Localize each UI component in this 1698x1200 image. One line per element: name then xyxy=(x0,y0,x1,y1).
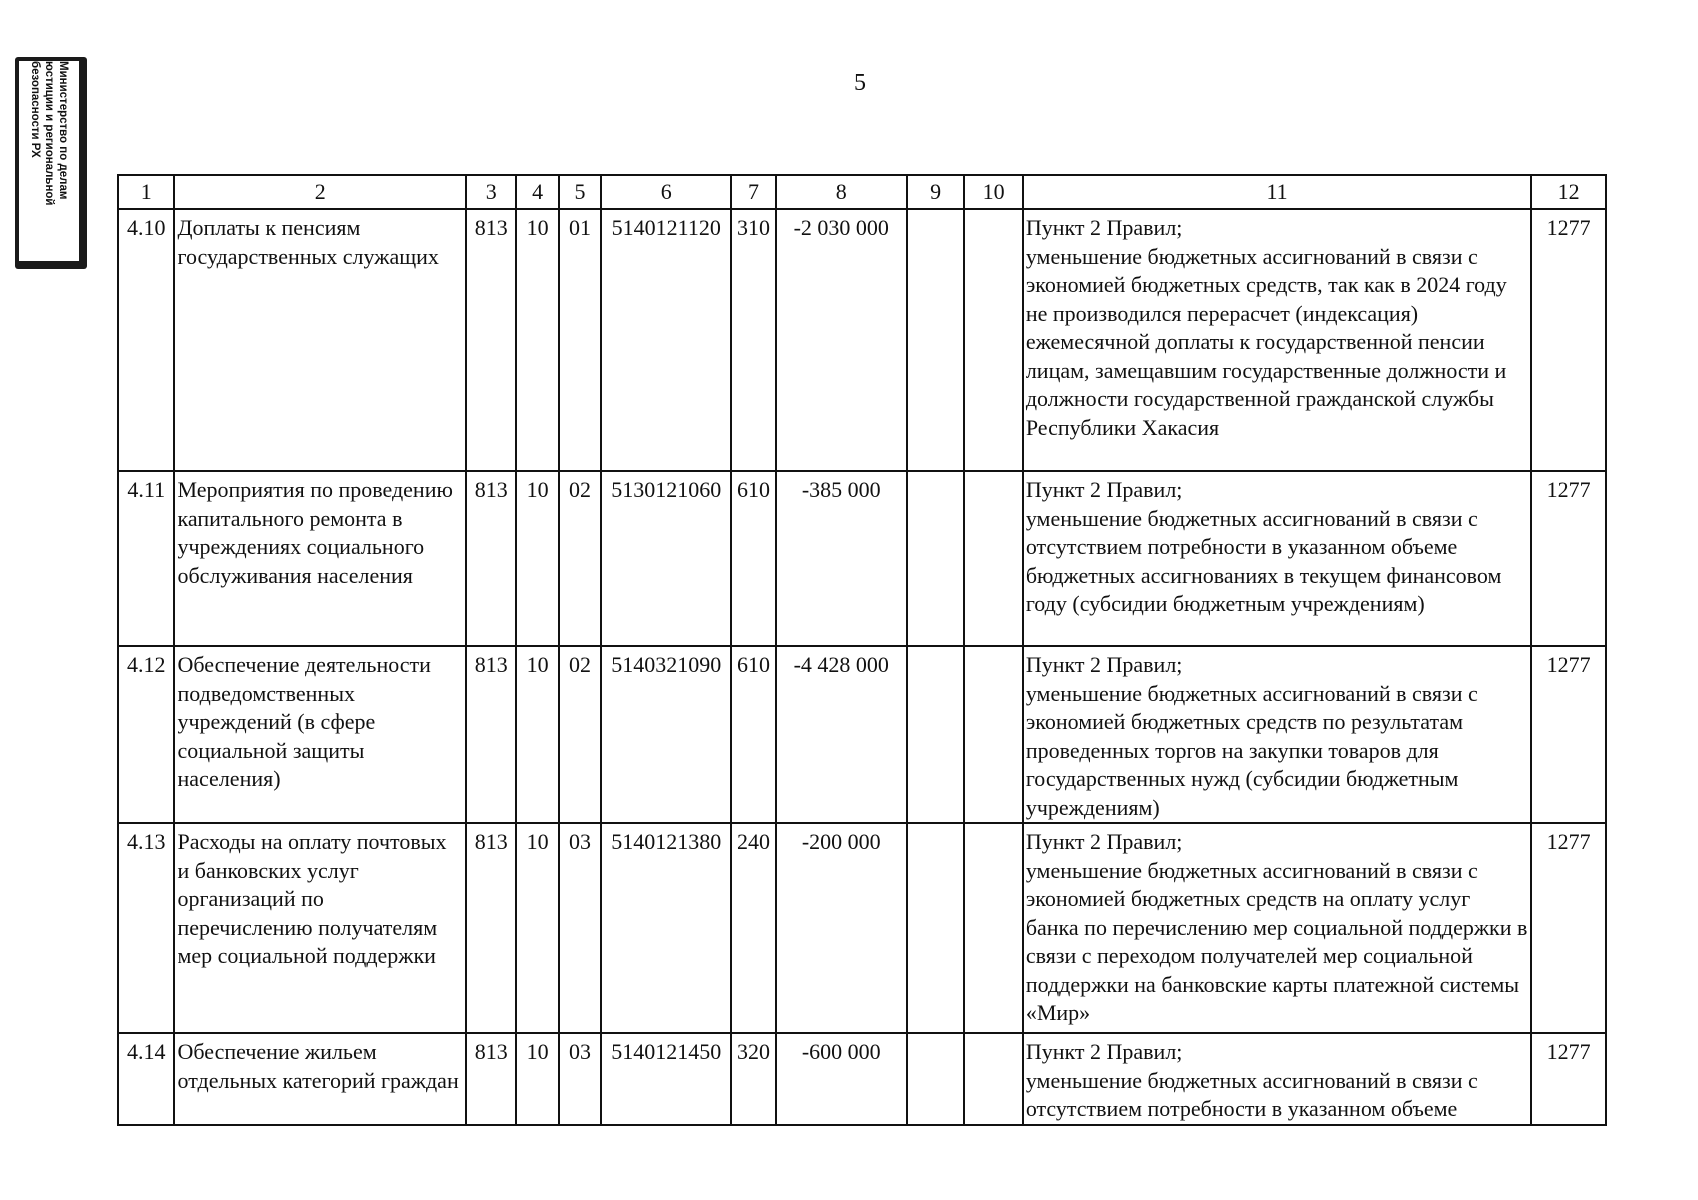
table-row xyxy=(118,646,1606,823)
column-header: 6 xyxy=(601,175,731,209)
cell-amount: -385 000 xyxy=(776,471,907,646)
cell-subsection-code: 01 xyxy=(559,209,601,471)
cell-subsection-code: 02 xyxy=(559,646,601,823)
cell-ministry-code: 813 xyxy=(466,471,516,646)
justification-reason: уменьшение бюджетных ассигнований в связи с экономией бюджетных средств, так как в 2024 году не производился перерасчет (индексация) ежемесячной доплаты к государственной пенсии лицам, замещавшим государственные должности и должности государственной гражданской службы Республики Хакасия xyxy=(1025,243,1507,440)
table-row xyxy=(118,1033,1606,1125)
cell-section-code: 10 xyxy=(516,646,558,823)
stamp-line: юстиции и региональной xyxy=(43,61,55,206)
column-header: 12 xyxy=(1531,175,1606,209)
row-number: 4.12 xyxy=(118,646,174,823)
expense-name: Обеспечение деятельности подведомственных учреждений (в сфере социальной защиты населения) xyxy=(174,646,466,823)
row-number: 4.14 xyxy=(118,1033,174,1125)
column-header: 1 xyxy=(118,175,174,209)
header-row xyxy=(118,175,1606,209)
cell-amount: -2 030 000 xyxy=(776,209,907,471)
cell-amount: -200 000 xyxy=(776,823,907,1033)
cell-ministry-code: 813 xyxy=(466,209,516,471)
stamp-line: Министерство по делам xyxy=(57,61,69,200)
cell-expense-type: 310 xyxy=(731,209,775,471)
cell-col9 xyxy=(907,1033,965,1125)
cell-col12: 1277 xyxy=(1531,471,1606,646)
column-header: 11 xyxy=(1023,175,1531,209)
page-number: 5 xyxy=(854,70,866,96)
registration-stamp-inner xyxy=(19,61,79,261)
expense-name: Обеспечение жильем отдельных категорий граждан xyxy=(174,1033,466,1125)
justification-basis: Пункт 2 Правил; xyxy=(1025,1039,1183,1064)
cell-target-article: 5130121060 xyxy=(601,471,731,646)
column-header: 7 xyxy=(731,175,775,209)
expense-name: Расходы на оплату почтовых и банковских услуг организаций по перечислению получателям мер социальной поддержки xyxy=(174,823,466,1033)
cell-col12: 1277 xyxy=(1531,823,1606,1033)
justification-basis: Пункт 2 Правил; xyxy=(1025,477,1183,502)
cell-expense-type: 610 xyxy=(731,646,775,823)
expense-name: Доплаты к пенсиям государственных служащих xyxy=(174,209,466,471)
cell-ministry-code: 813 xyxy=(466,823,516,1033)
registration-stamp xyxy=(15,57,87,269)
cell-col9 xyxy=(907,646,965,823)
cell-justification xyxy=(1023,471,1531,646)
cell-ministry-code: 813 xyxy=(466,646,516,823)
cell-expense-type: 240 xyxy=(731,823,775,1033)
justification-reason: уменьшение бюджетных ассигнований в связи с отсутствием потребности в указанном объеме бюджетных ассигнованиях в текущем финансовом году (субсидии бюджетным учреждениям) xyxy=(1025,505,1502,616)
cell-amount: -600 000 xyxy=(776,1033,907,1125)
cell-col9 xyxy=(907,823,965,1033)
justification-basis: Пункт 2 Правил; xyxy=(1025,215,1183,240)
cell-justification xyxy=(1023,209,1531,471)
cell-section-code: 10 xyxy=(516,209,558,471)
budget-changes-table xyxy=(117,174,1607,1126)
cell-target-article: 5140121120 xyxy=(601,209,731,471)
row-number: 4.13 xyxy=(118,823,174,1033)
cell-amount: -4 428 000 xyxy=(776,646,907,823)
justification-reason: уменьшение бюджетных ассигнований в связи с отсутствием потребности в указанном объеме xyxy=(1025,1067,1478,1121)
column-header: 8 xyxy=(776,175,907,209)
column-header: 9 xyxy=(907,175,965,209)
cell-col10 xyxy=(964,1033,1023,1125)
cell-col10 xyxy=(964,646,1023,823)
row-number: 4.11 xyxy=(118,471,174,646)
justification-reason: уменьшение бюджетных ассигнований в связи с экономией бюджетных средств по результатам проведенных торгов на закупки товаров для государственных нужд (субсидии бюджетным учреждениям) xyxy=(1025,680,1478,820)
cell-subsection-code: 03 xyxy=(559,1033,601,1125)
column-header: 4 xyxy=(516,175,558,209)
justification-reason: уменьшение бюджетных ассигнований в связи с экономией бюджетных средств на оплату услуг банка по перечислению мер социальной поддержки в связи с переходом получателей мер социальной поддержки на банковские карты платежной системы «Мир» xyxy=(1025,857,1528,1025)
cell-justification xyxy=(1023,823,1531,1033)
cell-section-code: 10 xyxy=(516,823,558,1033)
cell-subsection-code: 03 xyxy=(559,823,601,1033)
cell-col12: 1277 xyxy=(1531,209,1606,471)
table-header xyxy=(118,175,1606,209)
table-row xyxy=(118,209,1606,471)
column-header: 3 xyxy=(466,175,516,209)
table-row xyxy=(118,823,1606,1033)
cell-col12: 1277 xyxy=(1531,646,1606,823)
registration-stamp-text xyxy=(28,61,70,261)
cell-col12: 1277 xyxy=(1531,1033,1606,1125)
cell-target-article: 5140121450 xyxy=(601,1033,731,1125)
cell-col10 xyxy=(964,209,1023,471)
cell-expense-type: 610 xyxy=(731,471,775,646)
cell-col9 xyxy=(907,471,965,646)
cell-section-code: 10 xyxy=(516,471,558,646)
cell-justification xyxy=(1023,646,1531,823)
column-header: 5 xyxy=(559,175,601,209)
cell-ministry-code: 813 xyxy=(466,1033,516,1125)
table-body xyxy=(118,209,1606,1125)
row-number: 4.10 xyxy=(118,209,174,471)
justification-basis: Пункт 2 Правил; xyxy=(1025,652,1183,677)
column-header: 10 xyxy=(964,175,1023,209)
cell-col9 xyxy=(907,209,965,471)
cell-subsection-code: 02 xyxy=(559,471,601,646)
table-row xyxy=(118,471,1606,646)
justification-basis: Пункт 2 Правил; xyxy=(1025,829,1183,854)
cell-target-article: 5140321090 xyxy=(601,646,731,823)
cell-col10 xyxy=(964,471,1023,646)
column-header: 2 xyxy=(174,175,466,209)
cell-target-article: 5140121380 xyxy=(601,823,731,1033)
expense-name: Мероприятия по проведению капитального ремонта в учреждениях социального обслуживания населения xyxy=(174,471,466,646)
cell-section-code: 10 xyxy=(516,1033,558,1125)
cell-col10 xyxy=(964,823,1023,1033)
cell-justification xyxy=(1023,1033,1531,1125)
stamp-line: безопасности РХ xyxy=(29,61,41,158)
cell-expense-type: 320 xyxy=(731,1033,775,1125)
